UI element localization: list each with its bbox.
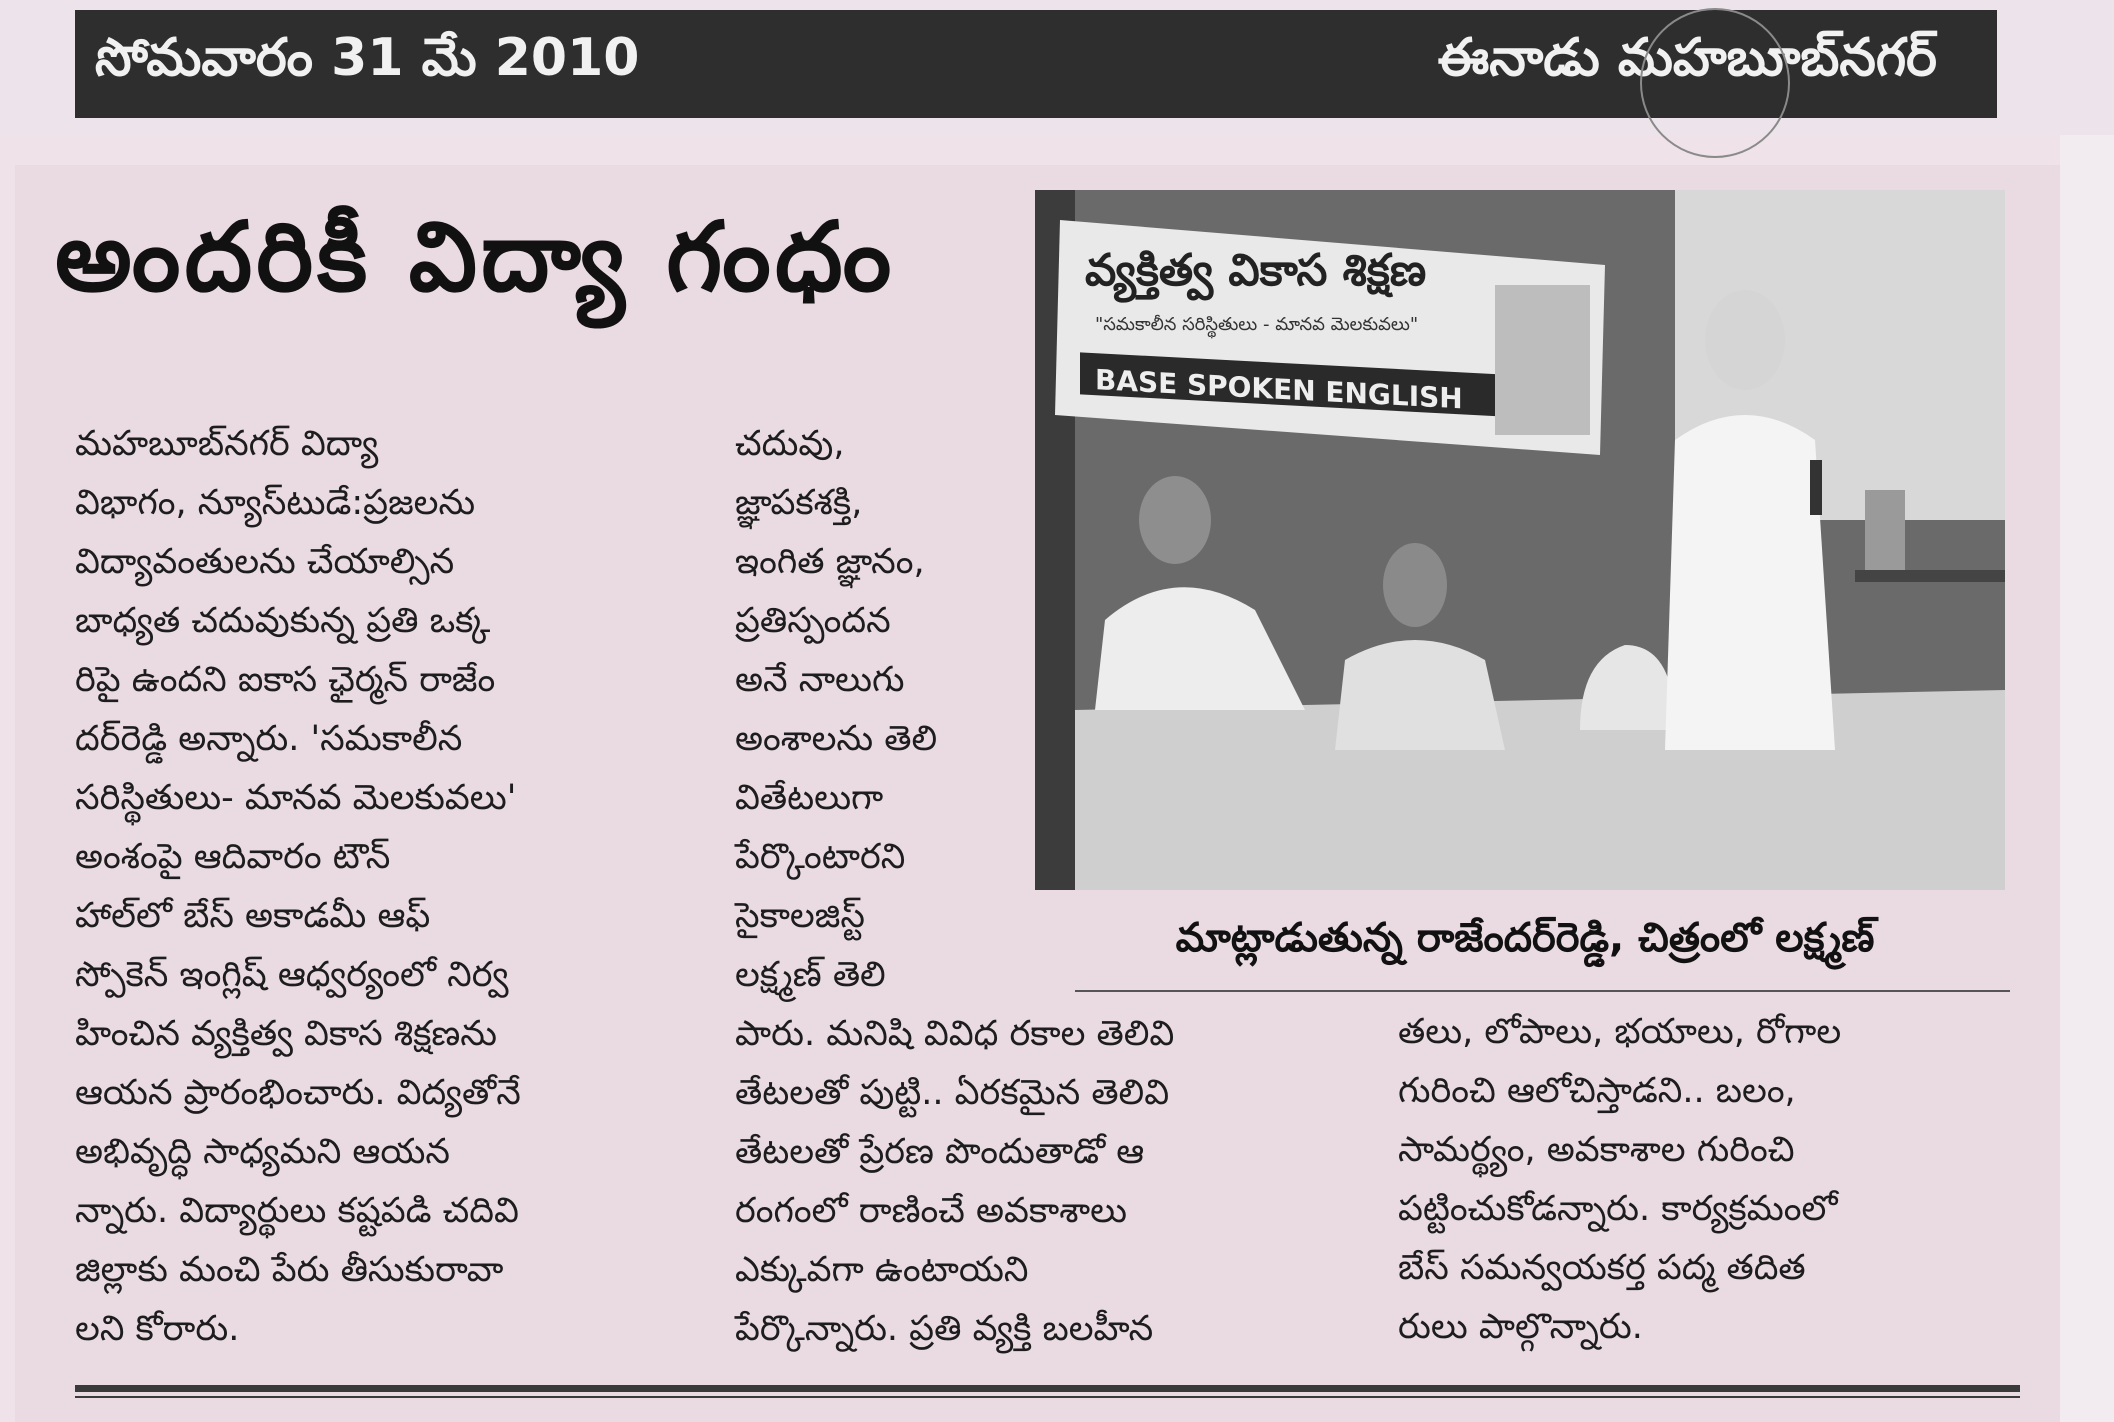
article-line: చదువు, [735, 424, 845, 464]
article-line: అంశంపై ఆదివారం టౌన్ [75, 837, 391, 877]
article-line: లక్ష్మణ్ తెలి [735, 955, 886, 995]
article-line: ఆయన ప్రారంభించారు. విద్యతోనే [75, 1073, 521, 1113]
article-line: అంశాలను తెలి [735, 719, 938, 759]
article-line: ఇంగిత జ్ఞానం, [735, 542, 925, 582]
article-line: హాల్‌లో బేస్ అకాడమీ ఆఫ్ [75, 896, 431, 936]
article-line: రిపై ఉందని ఐకాస ఛైర్మన్ రాజేం [75, 660, 496, 700]
banner-brand: BASE SPOKEN ENGLISH [1095, 363, 1463, 416]
article-line: విభాగం, న్యూస్‌టుడే:ప్రజలను [75, 483, 476, 523]
article-column-1 [75, 415, 695, 1359]
masthead-edition: ఈనాడు మహబూబ్‌నగర్ [1437, 27, 1937, 88]
article-column-3 [1398, 1003, 2028, 1357]
article-line: స్పోకెన్ ఇంగ్లిష్ ఆధ్వర్యంలో నిర్వ [75, 955, 509, 995]
article-line: తేటలతో ప్రేరణ పొందుతాడో ఆ [735, 1132, 1145, 1172]
article-line: ఎక్కువగా ఉంటాయని [735, 1250, 1029, 1290]
article-line: రులు పాల్గొన్నారు. [1398, 1307, 1643, 1347]
banner-subtitle: "సమకాలీన సరిస్థితులు - మానవ మెలకువలు" [1095, 314, 1419, 335]
article-line: సరిస్థితులు- మానవ మెలకువలు' [75, 778, 517, 818]
article-line: ప్రతిస్పందన [735, 601, 891, 641]
clipping-edge [2060, 135, 2114, 1422]
article-line: పేర్కొన్నారు. ప్రతి వ్యక్తి బలహీన [735, 1309, 1154, 1349]
bottom-rule [75, 1385, 2020, 1392]
article-line: బేస్ సమన్వయకర్త పద్మ తదిత [1398, 1248, 1806, 1288]
article-line: పారు. మనిషి వివిధ రకాల తెలివి [735, 1014, 1175, 1054]
stamp-circle-mark [1640, 8, 1790, 158]
article-line: జిల్లాకు మంచి పేరు తీసుకురావా [75, 1250, 504, 1290]
article-line: జ్ఞాపకశక్తి, [735, 483, 863, 523]
article-line: హించిన వ్యక్తిత్వ వికాస శిక్షణను [75, 1014, 497, 1054]
article-line: అభివృద్ధి సాధ్యమని ఆయన [75, 1132, 450, 1172]
article-line: బాధ్యత చదువుకున్న ప్రతి ఒక్క [75, 601, 491, 641]
article-line: సామర్థ్యం, అవకాశాల గురించి [1398, 1130, 1795, 1170]
article-headline: అందరికీ విద్యా గంధం [55, 201, 896, 313]
article-line: దర్‌రెడ్డి అన్నారు. 'సమకాలీన [75, 719, 463, 759]
banner-title: వ్యక్తిత్వ వికాస శిక్షణ [1085, 245, 1427, 296]
article-line: పేర్కొంటారని [735, 837, 906, 877]
article-line: విద్యావంతులను చేయాల్సిన [75, 542, 455, 582]
article-line: వితేటలుగా [735, 778, 884, 818]
article-line: సైకాలజిస్ట్ [735, 896, 865, 936]
article-line: రంగంలో రాణించే అవకాశాలు [735, 1191, 1127, 1231]
masthead-date: సోమవారం 31 మే 2010 [95, 27, 640, 88]
article-line: లని కోరారు. [75, 1309, 240, 1349]
photo-caption: మాట్లాడుతున్న రాజేందర్‌రెడ్డి, చిత్రంలో లక్ష్మణ్ [1175, 915, 1875, 961]
article-line: గురించి ఆలోచిస్తాడని.. బలం, [1398, 1071, 1796, 1111]
event-photo-drawing [1035, 190, 2005, 890]
caption-divider [1075, 990, 2010, 992]
article-line: పట్టించుకోడన్నారు. కార్యక్రమంలో [1398, 1189, 1838, 1229]
bottom-rule-thin [75, 1396, 2020, 1398]
article-line: మహబూబ్‌నగర్ విద్యా [75, 424, 379, 464]
article-line: న్నారు. విద్యార్థులు కష్టపడి చదివి [75, 1191, 519, 1231]
article-line: తలు, లోపాలు, భయాలు, రోగాల [1398, 1012, 1842, 1052]
article-line: తేటలతో పుట్టి.. ఏరకమైన తెలివి [735, 1073, 1170, 1113]
event-photo [1035, 190, 2005, 890]
article-line: అనే నాలుగు [735, 660, 905, 700]
